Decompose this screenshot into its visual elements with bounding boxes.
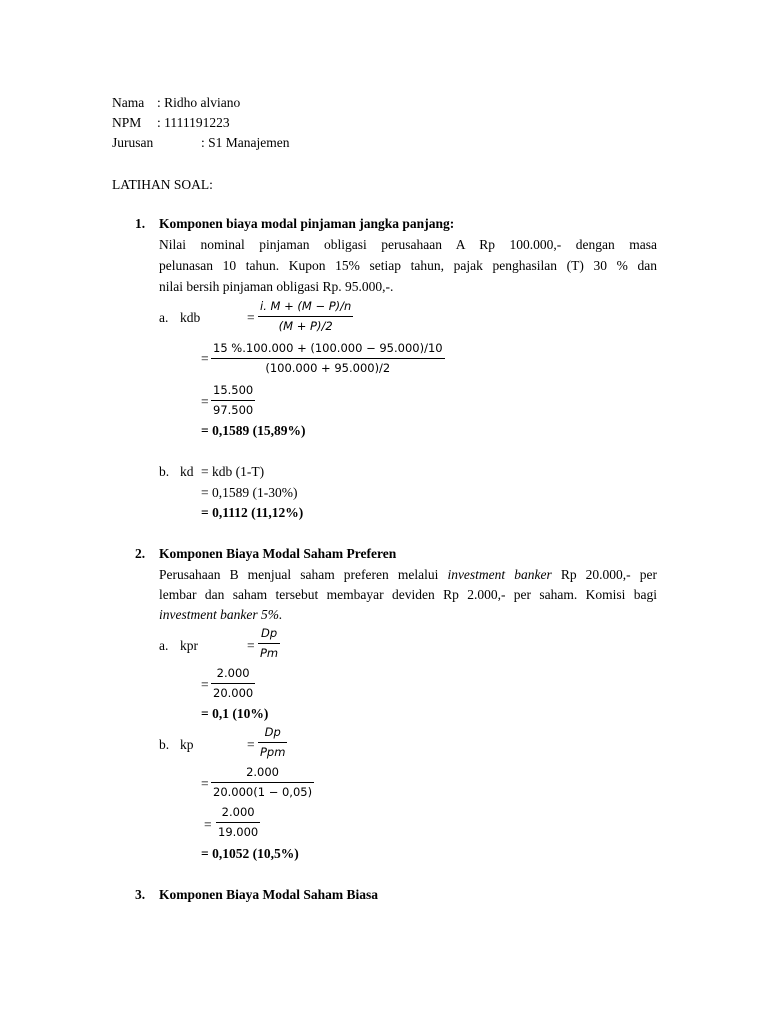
q2-b-formula-2-denominator: 20.000(1 − 0,05)	[213, 784, 313, 799]
q1-formula-2	[211, 343, 445, 374]
q1-b-line1: = kdb (1-T)	[201, 464, 265, 479]
q2-a-formula-1	[258, 628, 280, 659]
q1-b-result: = 0,1112 (11,12%)	[201, 505, 304, 520]
q2-b-eq: =	[247, 737, 255, 752]
q2-b-formula-2-numerator: 2.000	[246, 765, 280, 779]
latihan-title: LATIHAN SOAL:	[112, 177, 213, 192]
q2-b-eq-3: =	[204, 817, 212, 832]
q1-formula-3	[211, 385, 255, 416]
q1-formula-3-denominator: 97.500	[213, 402, 254, 417]
q2-line3: investment banker 5%.	[159, 607, 283, 622]
q1-b-var: kd	[180, 464, 194, 479]
q1-formula-2-denominator: (100.000 + 95.000)/2	[265, 360, 391, 375]
q1-a-var: kdb	[180, 310, 201, 325]
q2-a-formula-2	[211, 668, 255, 699]
q1-a-eq-2: =	[201, 351, 209, 366]
q2-line1: Perusahaan B menjual saham preferen melalui investment banker Rp 20.000,- per	[159, 567, 658, 582]
q2-a-formula-2-denominator: 20.000	[213, 685, 254, 700]
q2-b-result: = 0,1052 (10,5%)	[201, 846, 299, 861]
q1-a-eq-3: =	[201, 394, 209, 409]
q2-a-formula-2-numerator: 2.000	[216, 666, 250, 680]
jurusan-value: : S1 Manajemen	[201, 135, 290, 150]
q2-a-eq: =	[247, 638, 255, 653]
q2-a-result: = 0,1 (10%)	[201, 706, 269, 721]
q2-b-formula-1	[258, 727, 287, 758]
q2-a-formula-1-numerator: Dp	[260, 626, 278, 640]
nama-value: : Ridho alviano	[157, 95, 241, 110]
npm-value: : 1111191223	[157, 115, 230, 130]
q2-a-eq-2: =	[201, 677, 209, 692]
q3-number: 3.	[135, 887, 146, 902]
q2-b-formula-1-denominator: Ppm	[260, 744, 286, 759]
q1-formula-1-denominator: (M + P)/2	[278, 318, 333, 333]
q1-formula-1-numerator: i. M + (M − P)/n	[260, 299, 352, 313]
q1-line2: pelunasan 10 tahun. Kupon 15% setiap tahun, pajak penghasilan (T) 30 % dan	[159, 258, 657, 273]
nama-label: Nama	[112, 95, 145, 110]
q2-b-label: b.	[159, 737, 170, 752]
q1-formula-1	[258, 301, 353, 332]
jurusan-label: Jurusan	[112, 135, 154, 150]
q1-line3: nilai bersih pinjaman obligasi Rp. 95.000,-.	[159, 279, 394, 294]
q2-a-formula-1-denominator: Pm	[260, 645, 279, 660]
q1-line1: Nilai nominal pinjaman obligasi perusahaan A Rp 100.000,- dengan masa	[159, 237, 657, 252]
q2-line2: lembar dan saham tersebut membayar deviden Rp 2.000,- per saham. Komisi bagi	[159, 587, 657, 602]
q2-b-formula-1-numerator: Dp	[264, 725, 281, 739]
q1-a-result: = 0,1589 (15,89%)	[201, 423, 306, 438]
q1-formula-3-numerator: 15.500	[213, 383, 254, 397]
q2-b-formula-3-denominator: 19.000	[218, 824, 259, 839]
q2-b-formula-3-numerator: 2.000	[221, 805, 255, 819]
q1-b-line2: = 0,1589 (1-30%)	[201, 485, 298, 500]
q2-b-eq-2: =	[201, 776, 209, 791]
q3-title: Komponen Biaya Modal Saham Biasa	[159, 887, 379, 902]
q1-number: 1.	[135, 216, 146, 231]
q2-a-var: kpr	[180, 638, 198, 653]
q1-a-label: a.	[159, 310, 169, 325]
q2-number: 2.	[135, 546, 146, 561]
q1-formula-2-numerator: 15 %.100.000 + (100.000 − 95.000)/10	[213, 341, 443, 355]
q1-a-eq: =	[247, 310, 255, 325]
q2-b-formula-2	[211, 767, 314, 798]
q2-title: Komponen Biaya Modal Saham Preferen	[159, 546, 397, 561]
npm-label: NPM	[112, 115, 142, 130]
q2-b-var: kp	[180, 737, 194, 752]
q2-b-formula-3	[216, 807, 260, 838]
q1-title: Komponen biaya modal pinjaman jangka panjang:	[159, 216, 455, 231]
q1-b-label: b.	[159, 464, 170, 479]
q2-a-label: a.	[159, 638, 169, 653]
